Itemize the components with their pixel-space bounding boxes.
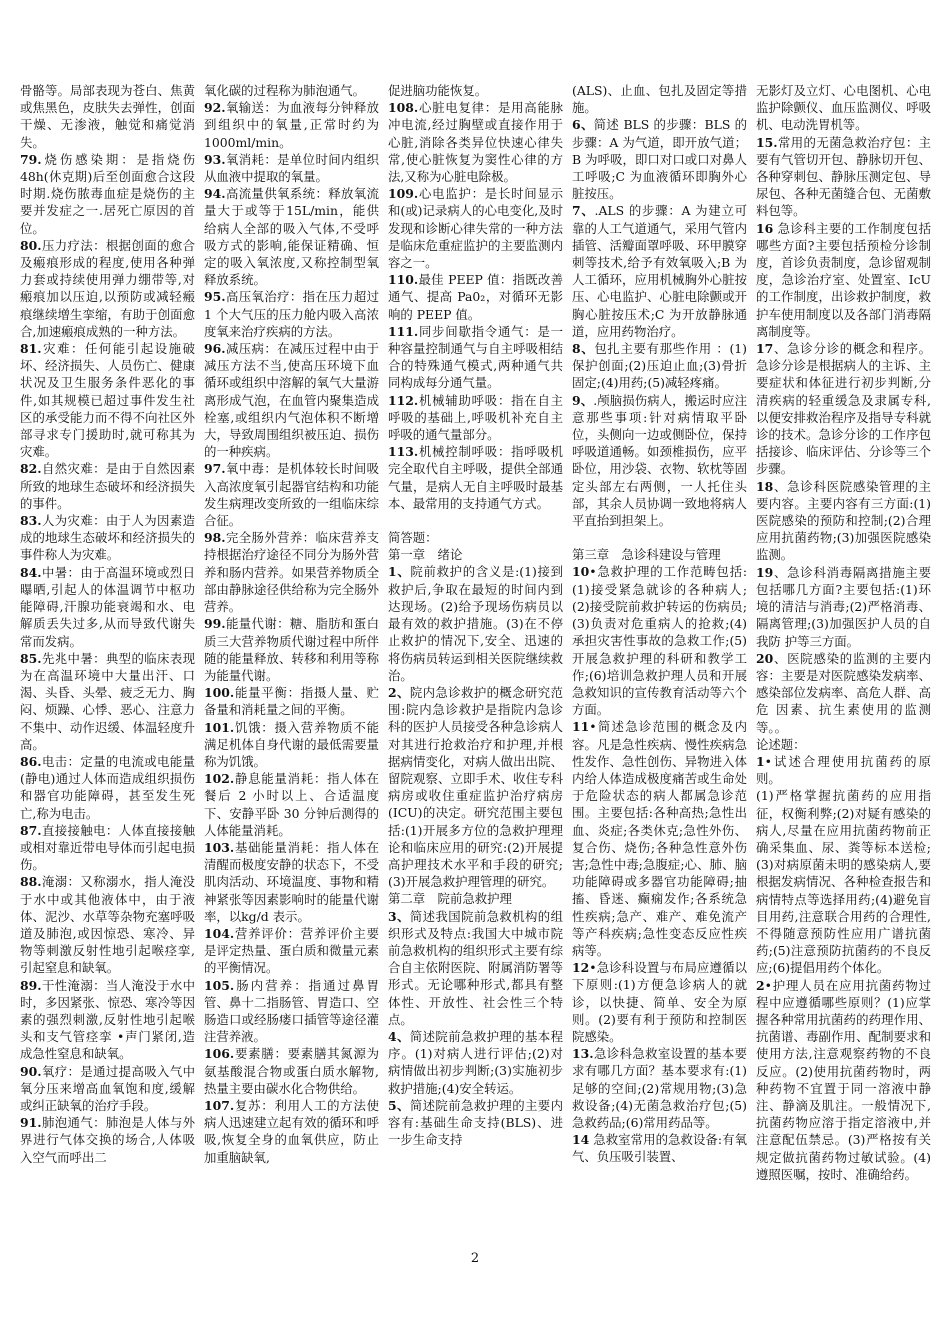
item-number: 85. <box>20 650 42 666</box>
item-number: 14 <box>572 1132 590 1148</box>
item-text: 最佳 PEEP 值：指既改善通气、提高 Pa0₂，对循环无影响的 PEEP 值。 <box>388 272 563 322</box>
item-number: 6、 <box>572 117 594 133</box>
item-number: 93. <box>204 151 226 167</box>
text-paragraph <box>20 82 195 151</box>
item-text: 静息能量消耗：指人体在餐后 2 小时以上、合适温度下、安静平卧 30 分钟后测得的人体能量消耗。 <box>204 771 379 838</box>
text-paragraph <box>388 443 563 512</box>
text-paragraph <box>20 151 195 237</box>
section-heading <box>388 890 563 907</box>
text-paragraph <box>756 134 931 220</box>
item-number: 112. <box>388 392 419 408</box>
item-number: 99. <box>204 616 226 632</box>
text-paragraph <box>20 460 195 512</box>
text-paragraph <box>204 684 379 718</box>
item-text: 基础能量消耗：指人体在清醒而极度安静的状态下，不受肌肉活动、环境温度、事物和精神紧张等因素影响时的能量代谢率，以kg/d 表示。 <box>204 839 379 924</box>
text-paragraph <box>204 770 379 839</box>
item-number: 1 <box>756 753 765 769</box>
item-text: 氧疗：是通过提高吸入气中氧分压来增高血氧饱和度,缓解或纠正缺氧的治疗手段。 <box>20 1063 195 1113</box>
item-text: 人为灾难：由于人为因素造成的地球生态破坏和经济损失的事件称人为灾难。 <box>20 513 195 563</box>
item-text: 同步间歇指令通气：是一种容量控制通气与自主呼吸相结合的特殊通气模式,两种通气共同构成每分通气量。 <box>388 323 563 391</box>
text-paragraph <box>204 719 379 771</box>
text-paragraph <box>388 563 563 683</box>
text-paragraph <box>572 202 747 340</box>
item-number: 7、 <box>572 203 595 219</box>
page-number: 2 <box>470 1251 480 1266</box>
text-paragraph <box>204 82 379 99</box>
item-number: 81. <box>20 341 42 357</box>
text-paragraph <box>756 977 931 1183</box>
item-text: 电击：定量的电流或电能量(静电)通过人体而造成组织损伤和器官功能障碍，甚至发生死亡,称为电击。 <box>20 753 195 821</box>
item-number: 105. <box>204 977 235 993</box>
item-text: 肺泡通气：肺泡是人体与外界进行气体交换的场合,人体吸入空气而呼出二 <box>20 1115 195 1165</box>
item-text: 烧伤感染期：是指烧伤48h(休克期)后至创面愈合这段时期.烧伤脓毒血症是烧伤的主要并发症之一.居死亡原因的首位。 <box>20 151 195 236</box>
text-paragraph <box>204 1097 379 1166</box>
text-paragraph <box>572 563 747 718</box>
item-text: 、急诊科消毒隔离措施主要包括哪几方面?主要包括:(1)环境的清洁与消毒;(2)严格消毒、隔离管理;(3)加强医护人员的自我防 护等三方面。 <box>756 564 931 649</box>
text-paragraph <box>20 1063 195 1115</box>
item-number: 12 <box>572 960 590 976</box>
item-text: 完全肠外营养：临床营养支持根据治疗途径不同分为肠外营养和肠内营养。如果营养物质全部由静脉途径供给称为完全肠外营养。 <box>204 530 379 615</box>
item-text: 氧中毒：是机体较长时间吸入高浓度氧引起器官结构和功能发生病理改变所致的一组临床综合征。 <box>204 461 379 529</box>
item-text: 急救室常用的急救设备:有氧气、负压吸引装置、 <box>572 1132 747 1165</box>
item-number: 108. <box>388 100 419 116</box>
item-text: 淹溺：又称溺水，指人淹没于水中或其他液体中，由于液体、泥沙、水草等杂物充塞呼吸道及肺泡,或因惊恐、寒冷、异物等刺激反射性地引起喉痉挛,引起窒息和缺氧。 <box>20 874 195 976</box>
text-paragraph <box>388 684 563 890</box>
item-number: 113. <box>388 444 419 460</box>
item-text: 干性淹溺：当人淹没于水中时，多因紧张、惊恐、寒冷等因素的强烈刺激,反射性地引起喉头和支气管痉挛 •声门紧闭,造成急性窒息和缺氧。 <box>20 977 195 1062</box>
item-number: 90. <box>20 1063 42 1079</box>
item-number: 9、 <box>572 392 594 408</box>
item-number: 2、 <box>388 684 410 700</box>
item-number: 88. <box>20 874 42 890</box>
column-4 <box>572 82 747 1262</box>
text-paragraph <box>20 1114 195 1166</box>
text-paragraph <box>204 151 379 185</box>
text-paragraph <box>204 185 379 288</box>
item-text: 包扎主要有那些作用 ：(1)保护创面;(2)压迫止血;(3)骨折固定;(4)用药;(5)减轻疼痛。 <box>572 341 747 391</box>
section-heading <box>572 546 747 563</box>
text-paragraph <box>20 564 195 650</box>
item-number: 10 <box>572 564 590 580</box>
item-number: 8、 <box>572 341 595 357</box>
item-number: 17 <box>756 341 774 357</box>
column-5 <box>756 82 931 1262</box>
text-paragraph <box>756 787 931 976</box>
item-text: (ALS)、止血、包扎及固定等措施。 <box>572 83 747 116</box>
item-text: 心脏电复律：是用高能脉冲电流,经过胸壁或直接作用于心脏,消除各类异位快速心律失常,使心脏恢复为窦性心律的方法,又称为心脏电除极。 <box>388 100 563 185</box>
item-number: 82. <box>20 461 42 477</box>
item-number: 91. <box>20 1115 42 1131</box>
item-text: 简述院前急救护理的主要内容有:基础生命支持(BLS)、进一步生命支持 <box>388 1097 563 1148</box>
item-text: 、医院感染的监测的主要内容：主要是对医院感染发病率、感染部位发病率、高危人群、高危 因素、抗生素使用的监测等。。 <box>756 650 931 735</box>
section-heading <box>388 529 563 546</box>
text-paragraph <box>204 615 379 684</box>
item-text: .颅脑损伤病人，搬运时应注意那些事项:针对病情取平卧位，头侧向一边或侧卧位，保持呼吸道通畅。如颈椎损伤，应平卧位，用沙袋、衣物、软枕等固定头部左右两侧，一人托住头部，其余人员协调一致地将病人平直抬到担架上。 <box>572 392 747 529</box>
item-text: 中暑：由于高温环境或烈日曝晒,引起人的体温调节中枢功能障碍,汗腺功能衰竭和水、电解质丢失过多,从而导致代谢失常而发病。 <box>20 564 195 649</box>
item-text: 肠内营养：指通过鼻胃管、鼻十二指肠管、胃造口、空肠造口或经肠瘘口插管等途径灌注营养液。 <box>204 977 379 1045</box>
item-text: •简述急诊范围的概念及内容。凡是急性疾病、慢性疾病急性发作、急性创伤、异物进入体内给人体造成极度痛苦或生命处于危险状态的病人都属急诊范围。主要包括:各种高热;急性出血、炎症;各类休克;急性外伤、复合伤、烧伤;各种急性意外伤害;急性中毒;急腹症;心、肺、脑功能障碍或多器官功能障碍;抽搐、昏迷、癫痫发作;各系统急性疾病;急产、难产、难免流产等产科疾病;急性变态反应性疾病等。 <box>572 719 747 958</box>
item-text: (1)严格掌握抗菌药的应用指征，权衡利弊;(2)对疑有感染的病人,尽量在应用抗菌药物前正确采集血、尿、粪等标本送检;(3)对病原菌未明的感染病人,要根据发病情况、各种检查报告和病情特点等选择用药;(4)避免盲目用药,注意联合用药的合理性,不得随意预防性应用广谱抗菌药;(5)注意预防抗菌药的不良反应;(6)提倡用药个体化。 <box>756 788 931 976</box>
item-number: 20 <box>756 650 774 666</box>
column-1 <box>20 82 195 1262</box>
text-paragraph <box>572 392 747 530</box>
text-paragraph <box>388 1097 563 1149</box>
item-text: 压力疗法：根据创面的愈合及瘢痕形成的程度,使用各种弹力套或持续使用弹力绷带等,对瘢痕加以压迫,以预防或减轻瘢痕继续增生挛缩，有助于创面愈合,加速瘢痕成熟的一种方法。 <box>20 237 195 339</box>
item-number: 79. <box>20 151 42 167</box>
item-text: 先兆中暑：典型的临床表现为在高温环境中大量出汗、口渴、头昏、头晕、疲乏无力、胸闷、烦躁、心悸、恶心、注意力不集中、动作迟缓、体温轻度升高。 <box>20 650 195 752</box>
text-paragraph <box>388 908 563 1028</box>
item-text: 自然灾难：是由于自然因素所致的地球生态破坏和经济损失的事件。 <box>20 461 195 511</box>
item-number: 13. <box>572 1046 594 1062</box>
item-text: 饥饿：摄入营养物质不能满足机体自身代谢的最低需要量称为饥饿。 <box>204 719 379 769</box>
text-paragraph <box>756 564 931 650</box>
section-heading <box>388 546 563 563</box>
column-3 <box>388 82 563 1262</box>
text-paragraph <box>204 340 379 460</box>
item-text: •护理人员在应用抗菌药物过程中应遵循哪些原则？(1)应掌握各种常用抗菌药的药理作用、抗菌谱、毒副作用、配制要求和使用方法,注意观察药物的不良反应。(2)使用抗菌药物时，两种药物不宜置于同一溶液中静注、静滴及肌注。一般情况下,抗菌药物应溶于指定溶液中,并注意配伍禁忌。(3)严格按有关规定做抗菌药物过敏试验。(4)遵照医嘱，按时、准确给药。 <box>756 977 931 1182</box>
text-paragraph <box>388 99 563 185</box>
item-text: 常用的无菌急救治疗包：主要有气管切开包、静脉切开包、各种穿刺包、静脉压测定包、导尿包、各种无菌缝合包、无菌敷料包等。 <box>756 134 931 219</box>
text-paragraph <box>20 512 195 564</box>
text-paragraph <box>20 753 195 822</box>
text-paragraph <box>572 1131 747 1165</box>
text-paragraph <box>756 82 931 134</box>
item-text: 能量代谢：糖、脂肪和蛋白质三大营养物质代谢过程中所伴随的能量释放、转移和利用等称为能量代谢。 <box>204 616 379 683</box>
item-number: 97. <box>204 461 226 477</box>
item-number: 101. <box>204 719 235 735</box>
item-number: 80. <box>20 237 42 253</box>
item-text: 灾难：任何能引起设施破坏、经济损失、人员伤亡、健康状况及卫生服务条件恶化的事件,如其规模已超过事件发生社区的承受能力而不得不向社区外部寻求专门援助时,就可称其为灾难。 <box>20 341 195 460</box>
item-number: 103. <box>204 839 235 855</box>
item-text: 直接接触电：人体直接接触或相对靠近带电导体而引起电损伤。 <box>20 822 195 873</box>
item-number: 1、 <box>388 564 411 580</box>
item-number: 102. <box>204 771 235 787</box>
item-number: 110. <box>388 272 419 288</box>
text-paragraph <box>20 977 195 1063</box>
item-text: 复苏：利用人工的方法使病人迅速建立起有效的循环和呼吸,恢复全身的血氧供应，防止加重脑缺氧, <box>204 1097 379 1165</box>
item-number: 98. <box>204 530 226 546</box>
item-text: •急救护理的工作范畴包括:(1)接受紧急就诊的各种病人;(2)接受院前救护转运的伤病员;(3)负责对危重病人的抢救;(4)承担灾害性事故的急救工作;(5)开展急救护理的科研和教学工作;(6)培训急救护理人员和开展急救知识的宣传教育活动等六个方面。 <box>572 564 747 718</box>
item-text: 无影灯及立灯、心电图机、心电监护除颤仪、血压监测仪、呼吸机、电动洗胃机等。 <box>756 83 931 133</box>
item-text: 机械控制呼吸：指呼吸机完全取代自主呼吸，提供全部通气量，是病人无自主呼吸时最基本、最常用的支持通气方式。 <box>388 444 563 511</box>
item-text: 能量平衡：指摄人量、贮备量和消耗量之间的平衡。 <box>204 685 379 718</box>
text-paragraph <box>572 340 747 392</box>
item-text: 院前救护的含义是:(1)接到救护后,争取在最短的时间内到达现场。(2)给予现场伤病员以最有效的救护措施。(3)在不停止救护的情况下,安全、迅速的将伤病员转运到相关医院继续救治。 <box>388 564 563 683</box>
text-paragraph <box>572 959 747 1045</box>
item-text: 第二章 院前急救护理 <box>388 891 512 907</box>
text-paragraph <box>20 340 195 460</box>
text-paragraph <box>388 82 563 99</box>
item-text: 简述 BLS 的步骤：BLS 的步骤：A 为气道，即开放气道；B 为呼吸，即口对口或口对鼻人工呼吸;C 为血液循环即胸外心脏按压。 <box>572 117 747 202</box>
item-number: 4、 <box>388 1028 410 1044</box>
item-number: 83. <box>20 513 42 529</box>
item-text: .ALS 的步骤：A 为建立可靠的人工气道通气，采用气管内插管、活瓣面罩呼吸、环甲膜穿刺等技术,给予有效氧吸入;B 为人工循环，应用机械胸外心脏按压、心电监护、心脏电除颤或开胸心脏按压术;C 为开放静脉通道，应用药物治疗。 <box>572 203 747 339</box>
item-number: 84. <box>20 564 42 580</box>
item-number: 109. <box>388 186 419 202</box>
item-text: 简述院前急救护理的基本程序。(1)对病人进行评估;(2)对病情做出初步判断;(3)实施初步救护措施;(4)安全转运。 <box>388 1028 563 1096</box>
document-page <box>20 82 932 1262</box>
text-paragraph <box>388 271 563 323</box>
item-number: 87. <box>20 822 42 838</box>
text-paragraph <box>20 822 195 874</box>
text-paragraph <box>204 529 379 615</box>
item-number: 89. <box>20 977 42 993</box>
item-number: 2 <box>756 977 765 993</box>
item-text: 高压氧治疗：指在压力超过 1 个大气压的压力舱内吸入高浓度氧来治疗疾病的方法。 <box>204 289 379 339</box>
item-text: 机械辅助呼吸：指在自主呼吸的基础上,呼吸机补充自主呼吸的通气量部分。 <box>388 392 563 443</box>
item-number: 107. <box>204 1097 235 1113</box>
text-paragraph <box>204 460 379 529</box>
blank-line <box>572 529 747 546</box>
item-text: 、急诊分诊的概念和程序。急诊分诊是根据病人的主诉、主要症状和体征进行初步判断,分清疾病的轻重缓急及隶属专科,以便安排救治程序及指导专科就诊的技术。急诊分诊的工作序包括接诊、临床评估、分诊等三个步骤。 <box>756 341 931 477</box>
item-number: 19 <box>756 564 774 580</box>
item-text: 第三章 急诊科建设与管理 <box>572 547 721 563</box>
text-paragraph <box>388 1028 563 1097</box>
item-text: 营养评价：营养评价主要是评定热量、蛋白质和微量元素的平衡情况。 <box>204 925 379 976</box>
item-number: 104. <box>204 925 235 941</box>
item-text: 心电监护：是长时间显示和(或)记录病人的心电变化,及时发现和诊断心律失常的一种方法是临床危重症监护的主要监测内容之一。 <box>388 186 563 271</box>
text-paragraph <box>20 873 195 976</box>
item-text: 急诊科急救室设置的基本要求有哪几方面？基本要求有:(1)足够的空间;(2)常规用物;(3)急救设备;(4)无菌急救治疗包;(5)急救药品;(6)常用药品等。 <box>572 1046 747 1130</box>
item-text: 要素膳：要素膳其氮源为氨基酸混合物或蛋白质水解物,热量主要由碳水化合物供给。 <box>204 1046 379 1096</box>
item-number: 92. <box>204 100 226 116</box>
item-text: 高流量供氧系统：释放氧流量大于或等于15L/min，能供给病人全部的吸入气体,不受呼吸方式的影响,能保证精确、恒定的吸入氧浓度,又称控制型氧释放系统。 <box>204 186 379 288</box>
text-paragraph <box>756 220 931 340</box>
item-text: 促进脑功能恢复。 <box>388 83 488 98</box>
item-text: 简述我国院前急救机构的组织形式及特点:我国大中城市院前急救机构的组织形式主要有综合自主依附医院、附属消防署等形式。无论哪种形式,都具有整体性、开放性、社会性三个特点。 <box>388 908 563 1027</box>
item-number: 100. <box>204 685 235 701</box>
item-number: 11 <box>572 719 590 735</box>
item-text: 急诊科主要的工作制度包括哪些方面?主要包括预检分诊制度，首诊负责制度，急诊留观制度，急诊治疗室、处置室、IcU 的工作制度，出诊救护制度，救护车使用制度以及各部门消毒隔离制度等。 <box>756 220 931 339</box>
text-paragraph <box>204 288 379 340</box>
item-number: 16 <box>756 220 774 236</box>
item-text: 氧输送：为血液每分钟释放到组织中的氧量,正常时约为1000ml/min。 <box>204 100 379 150</box>
text-paragraph <box>20 650 195 753</box>
text-paragraph <box>204 839 379 925</box>
item-number: 96. <box>204 341 226 357</box>
item-number: 111. <box>388 323 419 339</box>
text-paragraph <box>204 99 379 151</box>
item-number: 86. <box>20 753 42 769</box>
text-paragraph <box>204 925 379 977</box>
item-number: 3、 <box>388 908 410 924</box>
item-text: 简答题： <box>388 530 438 546</box>
text-paragraph <box>756 478 931 564</box>
item-text: 院内急诊救护的概念研究范围:院内急诊救护是指院内急诊科的医护人员接受各种急诊病人 对其进行抢救治疗和护理,并根据病情变化，对病人做出出院、留院观察、立即手术、收住专科病房或收住重症监护治疗病房(ICU)的决定。研究范围主要包括:(1)开展多方位的急救护理理论和临床应用的研究:(2)开展提高护理技术水平和手段的研究;(3)开展急救护理管理的研究。 <box>388 684 563 890</box>
text-paragraph <box>572 1045 747 1131</box>
text-paragraph <box>756 650 931 736</box>
item-number: 95. <box>204 289 226 305</box>
item-text: 骨骼等。局部表现为苍白、焦黄或焦黑色，皮肤失去弹性，创面干燥、无渗液，触觉和痛觉消失。 <box>20 83 195 150</box>
item-number: 5、 <box>388 1097 410 1113</box>
text-paragraph <box>756 340 931 478</box>
text-paragraph <box>20 237 195 340</box>
text-paragraph <box>756 753 931 787</box>
text-columns <box>20 82 932 1262</box>
item-text: 减压病：在减压过程中由于减压方法不当,使高压环境下血循环或组织中溶解的氧气大量游离形成气泡，在血管内聚集造成栓塞,或组织内气泡体积不断增大，导致周围组织被压迫、损伤的一种疾病。 <box>204 341 379 460</box>
item-text: 论述题： <box>756 736 806 752</box>
text-paragraph <box>388 185 563 271</box>
item-number: 15. <box>756 134 778 150</box>
text-paragraph <box>204 977 379 1046</box>
column-2 <box>204 82 379 1262</box>
item-text: •急诊科设置与布局应遵循以下原则:(1)方便急诊病人的就诊，以快捷、简单、安全为原则。(2)要有利于预防和控制医院感染。 <box>572 960 747 1044</box>
text-paragraph <box>572 82 747 116</box>
text-paragraph <box>388 323 563 392</box>
item-text: 、急诊科医院感染管理的主要内容。主要内容有三方面:(1)医院感染的预防和控制;(2)合理应用抗菌药物;(3)加强医院感染监测。 <box>756 478 931 563</box>
text-paragraph <box>572 718 747 959</box>
item-number: 94. <box>204 186 226 202</box>
item-number: 106. <box>204 1046 235 1062</box>
section-heading <box>756 736 931 753</box>
item-text: 氧化碳的过程称为肺泡通气。 <box>204 83 366 98</box>
text-paragraph <box>204 1045 379 1097</box>
text-paragraph <box>572 116 747 202</box>
item-number: 18 <box>756 478 774 494</box>
text-paragraph <box>388 392 563 444</box>
blank-line <box>388 512 563 529</box>
item-text: •试述合理使用抗菌药的原则。 <box>756 753 931 787</box>
item-text: 第一章 绪论 <box>388 547 463 563</box>
item-text: 氧消耗：是单位时间内组织从血液中提取的氧量。 <box>204 151 379 185</box>
